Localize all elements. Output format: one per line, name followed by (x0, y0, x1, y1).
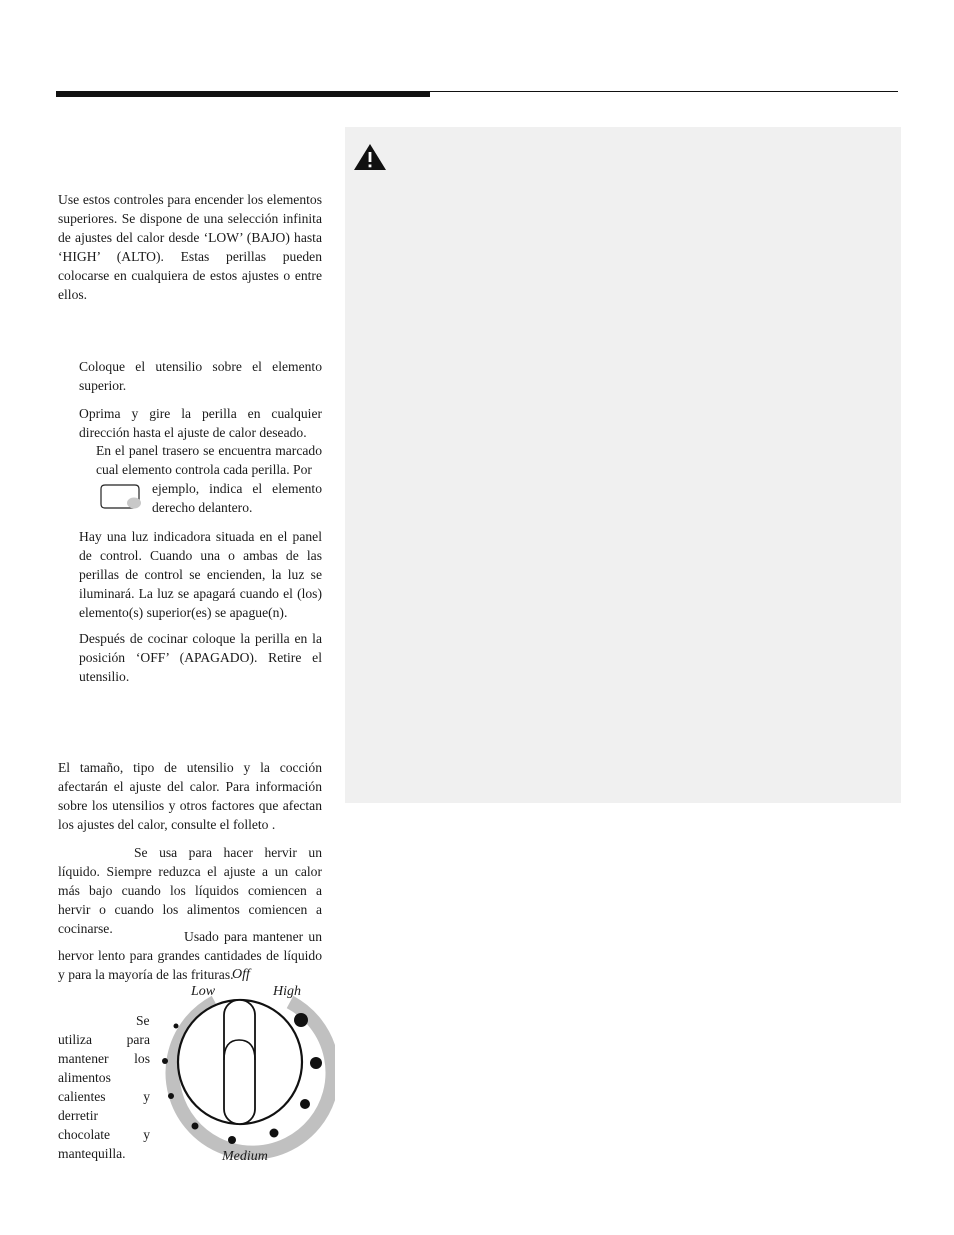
warning-icon (352, 142, 388, 172)
header-rule-thin (430, 91, 898, 92)
knob-label-off: Off (232, 967, 250, 982)
low-setting-paragraph: Se utiliza para mantener los alimentos calientes y derretir chocolate y mantequilla. (58, 1013, 150, 1161)
warning-panel (345, 127, 901, 803)
dot-high-1 (294, 1013, 308, 1027)
knob-label-high: High (273, 984, 301, 999)
dot-mid-1 (300, 1099, 310, 1109)
burner-indicator-icon (99, 481, 145, 513)
dot-high-2 (310, 1057, 322, 1069)
header-rule-thick (56, 91, 430, 97)
knob-label-low: Low (191, 984, 216, 999)
knob-handle (224, 1000, 255, 1124)
heat-settings-paragraph: El tamaño, tipo de utensilio y la cocción afectarán el ajuste del calor. Para información sobre los utensilios y otros factores que afectan los ajustes del calor, consulte el folleto . (58, 760, 322, 832)
step-3: Hay una luz indicadora situada en el panel de control. Cuando una o ambas de las perillas de control se encienden, la luz se iluminará. La luz se apagará cuando el (los) elemento(s) superior(es) se apague(n). (79, 529, 322, 620)
dot-low-4 (174, 1024, 179, 1029)
step-2: Oprima y gire la perilla en cualquier dirección hasta el ajuste de calor deseado. (79, 406, 322, 440)
step-1: Coloque el utensilio sobre el elemento superior. (79, 359, 322, 393)
dot-low-1 (192, 1123, 199, 1130)
dot-low-3 (162, 1058, 168, 1064)
dot-mid-3 (228, 1136, 236, 1144)
dot-low-2 (168, 1093, 174, 1099)
medium-setting-paragraph: Usado para mantener un hervor lento para grandes cantidades de líquido y para la mayoría de las frituras. (58, 929, 322, 982)
step-4: Después de cocinar coloque la perilla en la posición ‘OFF’ (APAGADO). Retire el utensilio. (79, 631, 322, 684)
high-setting-paragraph: Se usa para hacer hervir un líquido. Siempre reduzca el ajuste a un calor más bajo cuando los líquidos comiencen a hervir o cuando los alimentos comiencen a cocinarse. (58, 845, 322, 936)
note-paragraph: En el panel trasero se encuentra marcado cual elemento controla cada perilla. Por ejemplo, indica el elemento derecho delantero. (96, 443, 322, 515)
dot-mid-2 (270, 1129, 279, 1138)
knob-diagram (160, 960, 335, 1170)
intro-paragraph: Use estos controles para encender los elementos superiores. Se dispone de una selección infinita de ajustes del calor desde ‘LOW’ (BAJO) hasta ‘HIGH’ (ALTO). Estas perillas pueden colocarse en cualquiera de estos ajustes o entre ellos. (58, 192, 322, 302)
knob-label-medium: Medium (222, 1149, 268, 1164)
